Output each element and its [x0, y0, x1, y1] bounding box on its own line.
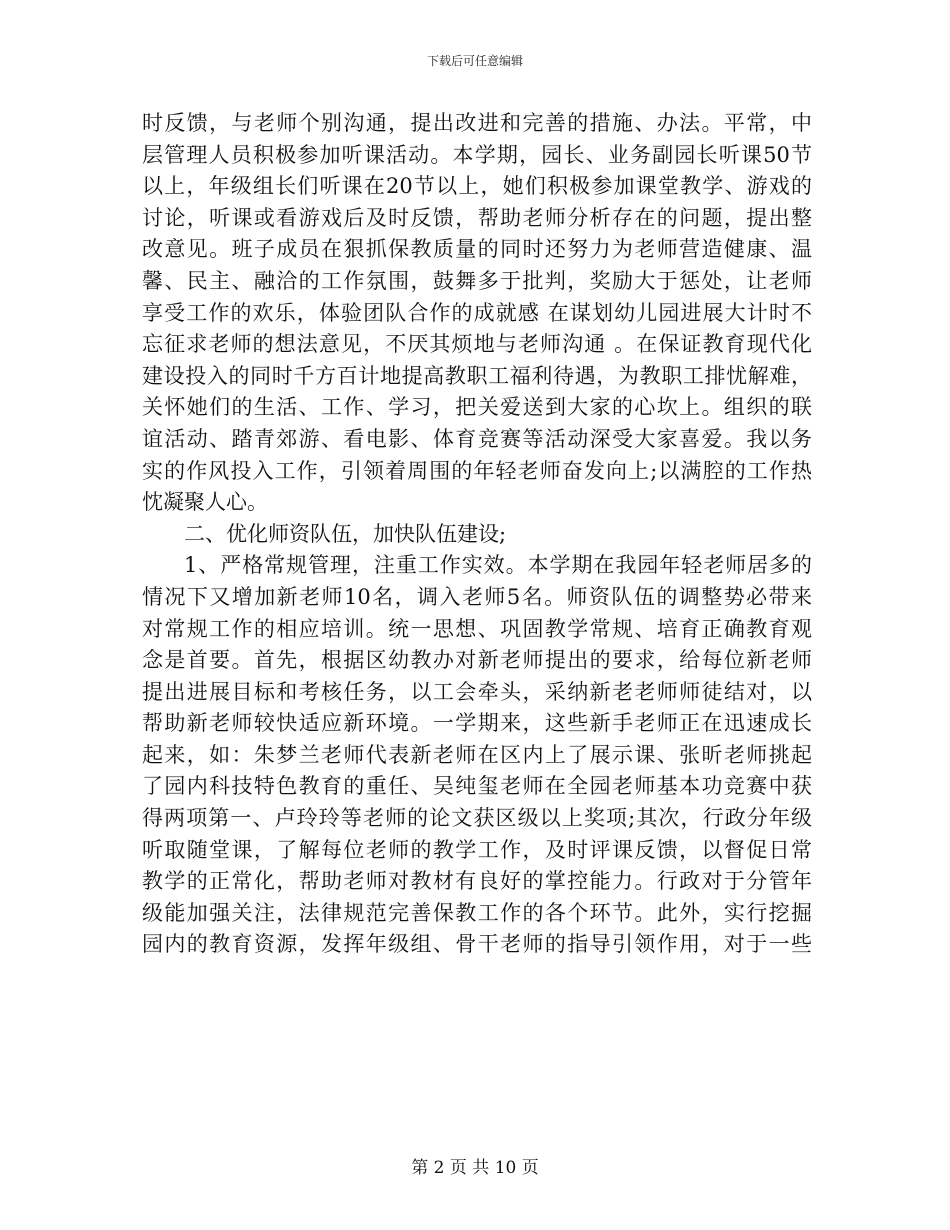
- text-line: 谊活动、踏青郊游、看电影、体育竞赛等活动深受大家喜爱。我以务: [142, 426, 812, 451]
- text-line: 情况下又增加新老师10名，调入老师5名。师资队伍的调整势必带来: [142, 584, 812, 609]
- text-line: 园内的教育资源，发挥年级组、骨干老师的指导引领作用，对于一些: [142, 932, 812, 957]
- text-line: 馨、民主、融洽的工作氛围，鼓舞多于批判，奖励大于惩处，让老师: [142, 268, 812, 293]
- text-line: 级能加强关注，法律规范完善保教工作的各个环节。此外，实行挖掘: [142, 900, 812, 925]
- page-header: 下载后可任意编辑: [426, 54, 523, 68]
- text-line: 讨论，听课或看游戏后及时反馈，帮助老师分析存在的问题，提出整: [142, 205, 812, 230]
- text-line: 得两项第一、卢玲玲等老师的论文获区级以上奖项;其次，行政分年级: [142, 806, 812, 831]
- text-line: 1、严格常规管理，注重工作实效。本学期在我园年轻老师居多的: [184, 553, 812, 578]
- section-heading: 二、优化师资队伍，加快队伍建设;: [184, 521, 507, 546]
- text-line: 忱凝聚人心。: [142, 490, 268, 515]
- text-line: 帮助新老师较快适应新环境。一学期来，这些新手老师正在迅速成长: [142, 711, 812, 736]
- document-body: [142, 108, 812, 961]
- text-line: 听取随堂课，了解每位老师的教学工作，及时评课反馈，以督促日常: [142, 837, 812, 862]
- text-line: 建设投入的同时千方百计地提高教职工福利待遇，为教职工排忧解难，: [142, 363, 812, 388]
- text-line: 了园内科技特色教育的重任、吴纯玺老师在全园老师基本功竞赛中获: [142, 774, 812, 799]
- text-line: 忘征求老师的想法意见，不厌其烦地与老师沟通 。在保证教育现代化: [142, 332, 812, 357]
- text-line: 念是首要。首先，根据区幼教办对新老师提出的要求，给每位新老师: [142, 648, 812, 673]
- text-line: 享受工作的欢乐，体验团队合作的成就感 在谋划幼儿园进展大计时不: [142, 300, 812, 325]
- text-line: 改意见。班子成员在狠抓保教质量的同时还努力为老师营造健康、温: [142, 237, 812, 262]
- text-line: 关怀她们的生活、工作、学习，把关爱送到大家的心坎上。组织的联: [142, 395, 812, 420]
- text-line: 对常规工作的相应培训。统一思想、巩固教学常规、培育正确教育观: [142, 616, 812, 641]
- text-line: 层管理人员积极参加听课活动。本学期，园长、业务副园长听课50节: [142, 142, 812, 167]
- text-line: 实的作风投入工作，引领着周围的年轻老师奋发向上;以满腔的工作热: [142, 458, 812, 483]
- text-line: 起来，如：朱梦兰老师代表新老师在区内上了展示课、张昕老师挑起: [142, 742, 812, 767]
- page-number: 第 2 页 共 10 页: [411, 1158, 539, 1178]
- text-line: 提出进展目标和考核任务，以工会牵头，采纳新老老师师徒结对，以: [142, 679, 812, 704]
- text-line: 时反馈，与老师个别沟通，提出改进和完善的措施、办法。平常，中: [142, 111, 812, 135]
- text-line: 以上，年级组长们听课在20节以上，她们积极参加课堂教学、游戏的: [142, 174, 812, 199]
- text-line: 教学的正常化，帮助老师对教材有良好的掌控能力。行政对于分管年: [142, 869, 812, 894]
